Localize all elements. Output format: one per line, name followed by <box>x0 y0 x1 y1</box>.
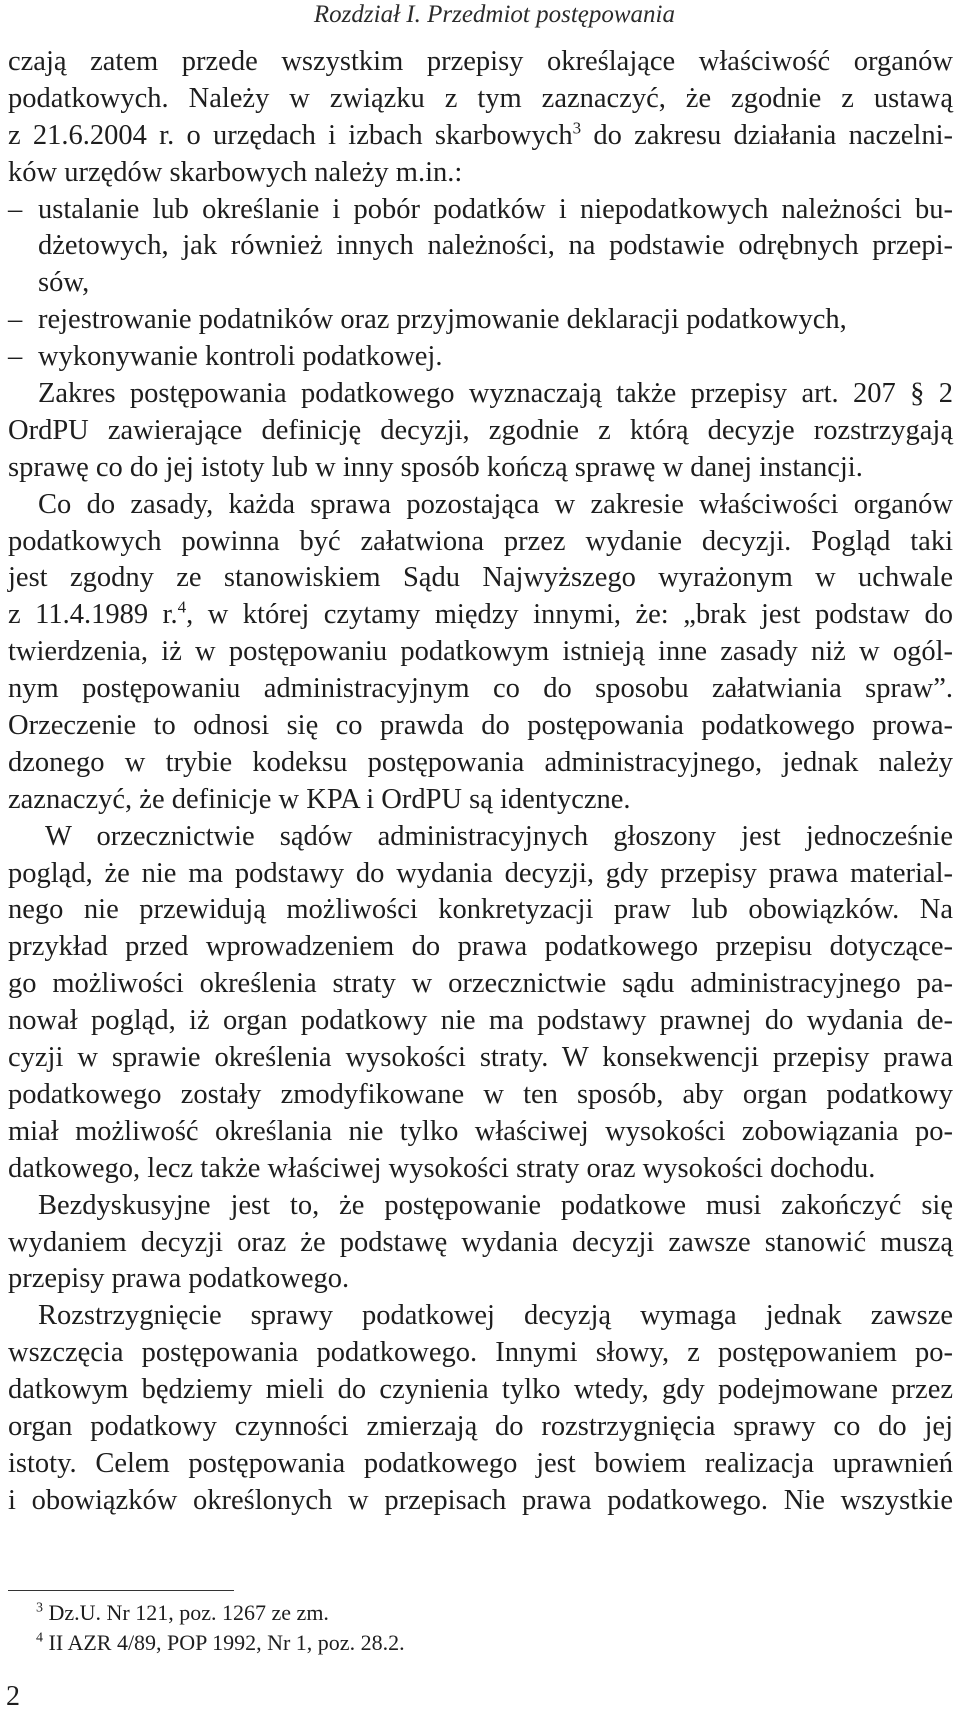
list-item-text: ustalanie lub określanie i pobór podatków i niepodatkowych należności bu- <box>38 193 953 225</box>
text-fragment: , w której czytamy między innymi, że: „brak jest podstaw do <box>186 599 953 631</box>
footnote-ref: 3 <box>572 118 582 138</box>
footnote-ref: 4 <box>177 597 187 617</box>
paragraph-first-line: Zakres postępowania podatkowego wyznaczają także przepisy art. 207 § 2 <box>38 378 953 410</box>
text-line: podatkowych powinna być załatwiona przez wydanie decyzji. Pogląd taki <box>8 525 953 557</box>
text-line: istoty. Celem postępowania podatkowego jest bowiem realizacja uprawnień <box>8 1447 953 1479</box>
text-line: go możliwości określenia straty w orzecznictwie sądu administracyjnego pa- <box>8 968 953 1000</box>
dash-bullet: – <box>8 193 23 225</box>
footnote <box>36 1628 736 1658</box>
paragraph-first-line: W orzecznictwie sądów administracyjnych głoszony jest jednocześnie <box>45 820 953 852</box>
text-line: dzonego w trybie kodeksu postępowania administracyjnego, jednak należy <box>8 746 953 778</box>
list-item-text: rejestrowanie podatników oraz przyjmowanie deklaracji podatkowych, <box>38 304 847 336</box>
text-line: zaznaczyć, że definicje w KPA i OrdPU są identyczne. <box>8 783 631 815</box>
text-line: czają zatem przede wszystkim przepisy określające właściwość organów <box>8 46 953 77</box>
text-line: datkowym będziemy mieli do czynienia tylko wtedy, gdy podejmowane przez <box>8 1374 953 1406</box>
text-line: nego nie przewidują możliwości konkretyzacji praw lub obowiązków. Na <box>8 894 953 926</box>
dash-bullet: – <box>8 304 23 336</box>
paragraph-first-line: Bezdyskusyjne jest to, że postępowanie podatkowe musi zakończyć się <box>38 1189 953 1221</box>
dash-bullet: – <box>8 341 23 373</box>
text-line: podatkowego zostały zmodyfikowane w ten sposób, aby organ podatkowy <box>8 1078 953 1110</box>
text-fragment: z 21.6.2004 r. o urzędach i izbach skarbowych <box>8 119 573 151</box>
page-number: 2 <box>6 1681 20 1712</box>
text-line: wszczęcia postępowania podatkowego. Innymi słowy, z postępowaniem po- <box>8 1337 953 1369</box>
list-item-continuation: dżetowych, jak również innych należności, na podstawie odrębnych przepi- <box>38 230 953 262</box>
footnote-separator <box>8 1590 234 1591</box>
text-fragment: z 11.4.1989 r. <box>8 599 178 631</box>
text-line: pogląd, że nie ma podstawy do wydania decyzji, gdy przepisy prawa material- <box>8 857 953 889</box>
paragraph-first-line: Rozstrzygnięcie sprawy podatkowej decyzją wymaga jednak zawsze <box>38 1300 953 1332</box>
paragraph-first-line: Co do zasady, każda sprawa pozostająca w zakresie właściwości organów <box>38 488 953 520</box>
text-line: przykład przed wprowadzeniem do prawa podatkowego przepisu dotyczące- <box>8 931 953 963</box>
text-line: wydaniem decyzji oraz że podstawę wydania decyzji zawsze stanowić muszą <box>8 1226 953 1258</box>
footnote-text: Dz.U. Nr 121, poz. 1267 ze zm. <box>43 1600 329 1625</box>
text-line: datkowego, lecz także właściwej wysokości straty oraz wysokości dochodu. <box>8 1152 876 1184</box>
text-line: OrdPU zawierające definicję decyzji, zgodnie z którą decyzje rozstrzygają <box>8 414 953 446</box>
text-line: i obowiązków określonych w przepisach prawa podatkowego. Nie wszystkie <box>8 1484 953 1516</box>
footnote-number: 4 <box>36 1630 43 1646</box>
text-line: nował pogląd, iż organ podatkowy nie ma podstawy prawnej do wydania de- <box>8 1005 953 1037</box>
text-line: Orzeczenie to odnosi się co prawda do postępowania podatkowego prowa- <box>8 710 953 742</box>
text-fragment: do zakresu działania naczelni- <box>581 119 954 151</box>
text-line: podatkowych. Należy w związku z tym zaznaczyć, że zgodnie z ustawą <box>8 82 953 114</box>
text-line: miał możliwość określania nie tylko właściwej wysokości zobowiązania po- <box>8 1115 953 1147</box>
list-item-text: wykonywanie kontroli podatkowej. <box>38 341 443 373</box>
footnote <box>36 1598 736 1628</box>
list-item <box>8 302 953 339</box>
text-line <box>8 118 953 155</box>
list-item-continuation: sów, <box>38 267 90 299</box>
list-item <box>8 192 953 229</box>
list-item <box>8 339 953 376</box>
text-line: cyzji w sprawie określenia wysokości straty. W konsekwencji przepisy prawa <box>8 1042 953 1074</box>
text-line: przepisy prawa podatkowego. <box>8 1263 350 1295</box>
body-text <box>8 44 953 1520</box>
text-line: nym postępowaniu administracyjnym co do sposobu załatwiania spraw”. <box>8 673 953 705</box>
text-line: ków urzędów skarbowych należy m.in.: <box>8 156 463 188</box>
running-head: Rozdział I. Przedmiot postępowania <box>313 1 675 28</box>
footnote-text: II AZR 4/89, POP 1992, Nr 1, poz. 28.2. <box>43 1630 405 1655</box>
text-line: twierdzenia, iż w postępowaniu podatkowym istnieją inne zasady niż w ogól- <box>8 636 953 668</box>
text-line: sprawę co do jej istoty lub w inny sposób kończą sprawę w danej instancji. <box>8 451 863 483</box>
text-line: organ podatkowy czynności zmierzają do rozstrzygnięcia sprawy co do jej <box>8 1410 953 1442</box>
text-line: jest zgodny ze stanowiskiem Sądu Najwyższego wyrażonym w uchwale <box>8 562 953 594</box>
footnotes <box>36 1598 736 1658</box>
footnote-number: 3 <box>36 1600 43 1616</box>
text-line <box>8 597 953 634</box>
